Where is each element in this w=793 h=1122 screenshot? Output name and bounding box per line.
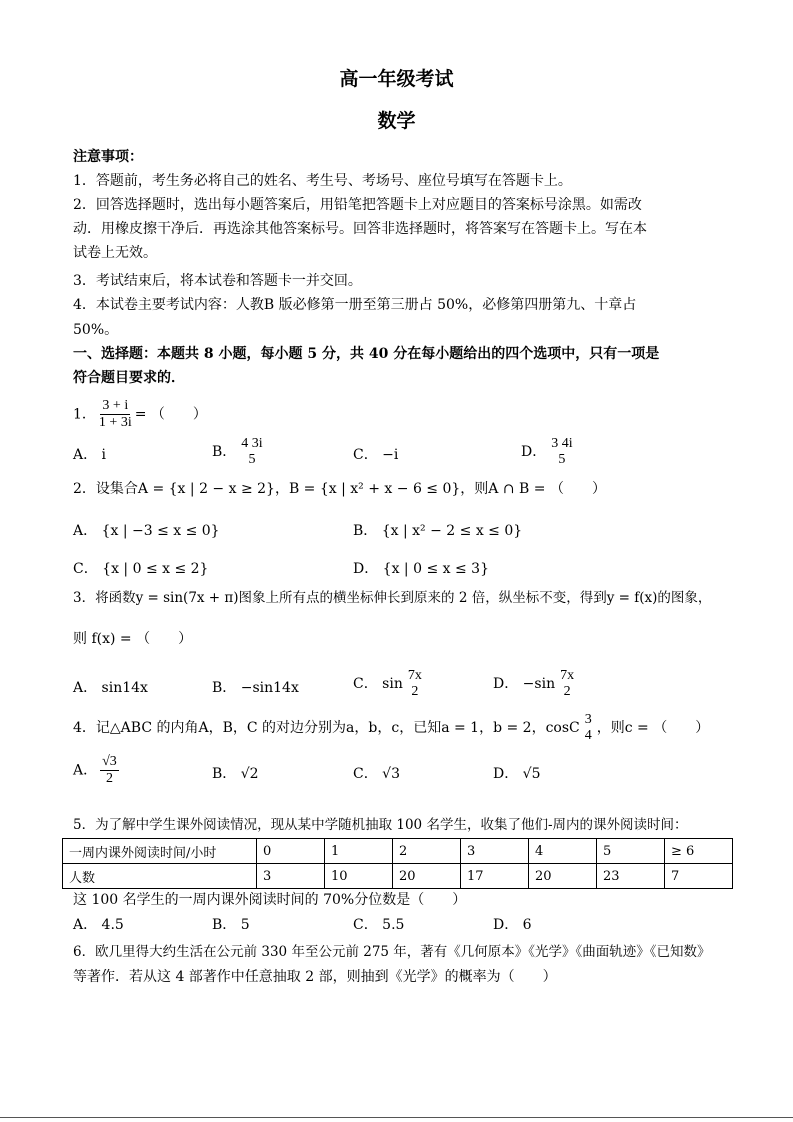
q1-d-num: 3 4i (551, 436, 573, 451)
table-cell: 7 (665, 864, 733, 889)
notes-heading: 注意事项： (73, 149, 143, 165)
exam-title: 高一年级考试 (339, 68, 454, 90)
table-cell: 20 (529, 864, 597, 889)
q4-a-den: 2 (105, 771, 113, 786)
q5-question: 这 100 名学生的一周内课外阅读时间的 70%分位数是（ ） (73, 892, 467, 908)
q2-option-c: C． {x | 0 ≤ x ≤ 2} (73, 561, 209, 577)
q4-option-b: B． √2 (212, 766, 259, 782)
question-4 (73, 712, 709, 744)
q1-b-num: 4 3i (241, 436, 263, 451)
table-cell: 10 (325, 864, 393, 889)
table-cell: 4 (529, 839, 597, 864)
subject-title: 数学 (377, 110, 416, 132)
question-3: 3．将函数y = sin(7x + π)图象上所有点的横坐标伸长到原来的 2 倍，纵坐标不变，得到y = f(x)的图象， (73, 590, 712, 606)
table-cell: 0 (257, 839, 325, 864)
q4-a-num: √3 (102, 754, 117, 769)
table-cell: 2 (393, 839, 461, 864)
q1-tail: = （ ） (134, 406, 207, 423)
table-cell: 一周内课外阅读时间/小时 (63, 839, 257, 864)
q4-option-d: D． √5 (493, 766, 541, 782)
q3-option-c (353, 668, 427, 700)
table-header-row (63, 839, 733, 864)
q3-option-d (493, 668, 579, 700)
table-row (63, 864, 733, 889)
q1-d-fraction (549, 436, 574, 468)
q5-option-c: C． 5.5 (353, 917, 405, 933)
q4-tail: ，则c = （ ） (596, 720, 710, 736)
q1-denominator: 1 + 3i (98, 415, 132, 430)
q2-option-a: A． {x | −3 ≤ x ≤ 0} (73, 523, 220, 539)
q1-numerator: 3 + i (102, 398, 129, 413)
table-cell: 17 (461, 864, 529, 889)
q1-option-a: A． i (73, 447, 107, 463)
q4-option-c: C． √3 (353, 766, 400, 782)
q1-option-d (521, 436, 578, 468)
q3-d-den: 2 (563, 684, 571, 699)
table-cell: 23 (597, 864, 665, 889)
question-2: 2．设集合A = {x | 2 − x ≥ 2}，B = {x | x² + x − 6 ≤ 0}，则A ∩ B = （ ） (73, 481, 606, 497)
table-cell: 人数 (63, 864, 257, 889)
q2-option-b: B． {x | x² − 2 ≤ x ≤ 0} (353, 523, 523, 539)
q5-option-a: A． 4.5 (73, 917, 124, 933)
table-cell: 20 (393, 864, 461, 889)
q1-b-den: 5 (248, 452, 256, 467)
q3-option-a: A． sin14x (73, 680, 148, 696)
q3-c-num: 7x (407, 668, 422, 683)
q1-b-fraction (239, 436, 264, 468)
q3-c-fraction (406, 668, 424, 700)
table-cell: ≥ 6 (665, 839, 733, 864)
q3-option-b: B． −sin14x (212, 680, 299, 696)
q4-num: 3 (584, 712, 592, 727)
q5-option-d: D． 6 (493, 917, 532, 933)
q4-stem: 4．记△ABC 的内角A，B，C 的对边分别为a，b，c，已知a = 1，b = 2，cosC (73, 720, 580, 736)
page-bottom-rule (0, 1117, 793, 1118)
q1-number: 1． (73, 406, 96, 423)
q1-option-b (212, 436, 268, 468)
q3-c-label: C． sin (353, 676, 403, 692)
q3-d-label: D． −sin (493, 676, 556, 692)
q3-d-num: 7x (560, 668, 575, 683)
reading-time-table (62, 838, 733, 889)
q5-option-b: B． 5 (212, 917, 250, 933)
table-cell: 3 (461, 839, 529, 864)
section-heading-cont: 符合题目要求的． (73, 370, 185, 386)
question-6: 6．欧几里得大约生活在公元前 330 年至公元前 275 年，著有《几何原本》《光学》《曲面轨迹》《已知数》 (73, 944, 711, 960)
question-1 (73, 398, 207, 431)
question-3-cont: 则 f(x) = （ ） (73, 631, 193, 647)
note-line: 2．回答选择题时，选出每小题答案后，用铅笔把答题卡上对应题目的答案标号涂黑。如需改 (73, 197, 642, 213)
note-line: 50%。 (73, 322, 119, 338)
q1-fraction (99, 398, 132, 431)
section-heading: 一、选择题：本题共 8 小题，每小题 5 分，共 40 分在每小题给出的四个选项中，只有一项是 (73, 346, 660, 362)
question-6-cont: 等著作．若从这 4 部著作中任意抽取 2 部，则抽到《光学》的概率为（ ） (73, 969, 557, 985)
note-line: 3．考试结束后，将本试卷和答题卡一并交回。 (73, 273, 362, 289)
table-cell: 1 (325, 839, 393, 864)
note-line: 4．本试卷主要考试内容：人教B 版必修第一册至第三册占 50%，必修第四册第九、十章占 (73, 297, 637, 313)
q4-option-a (73, 754, 122, 787)
table-cell: 5 (597, 839, 665, 864)
q4-a-label: A． (73, 762, 98, 779)
q3-d-fraction (558, 668, 576, 700)
q4-den: 4 (584, 728, 592, 743)
q1-d-den: 5 (558, 452, 566, 467)
q2-option-d: D． {x | 0 ≤ x ≤ 3} (353, 561, 489, 577)
note-line: 动．用橡皮擦干净后．再选涂其他答案标号。回答非选择题时，将答案写在答题卡上。写在本 (73, 221, 647, 237)
q1-b-label: B． (212, 444, 237, 460)
q4-a-fraction (100, 754, 119, 787)
q1-d-label: D． (521, 444, 547, 460)
q4-fraction (583, 712, 594, 744)
q1-option-c: C． −i (353, 447, 399, 463)
q3-c-den: 2 (411, 684, 419, 699)
table-cell: 3 (257, 864, 325, 889)
question-5: 5．为了解中学生课外阅读情况，现从某中学随机抽取 100 名学生，收集了他们-周内的课外阅读时间： (73, 817, 688, 833)
note-line: 1．答题前，考生务必将自己的姓名、考生号、考场号、座位号填写在答题卡上。 (73, 173, 572, 189)
note-line: 试卷上无效。 (73, 245, 157, 261)
